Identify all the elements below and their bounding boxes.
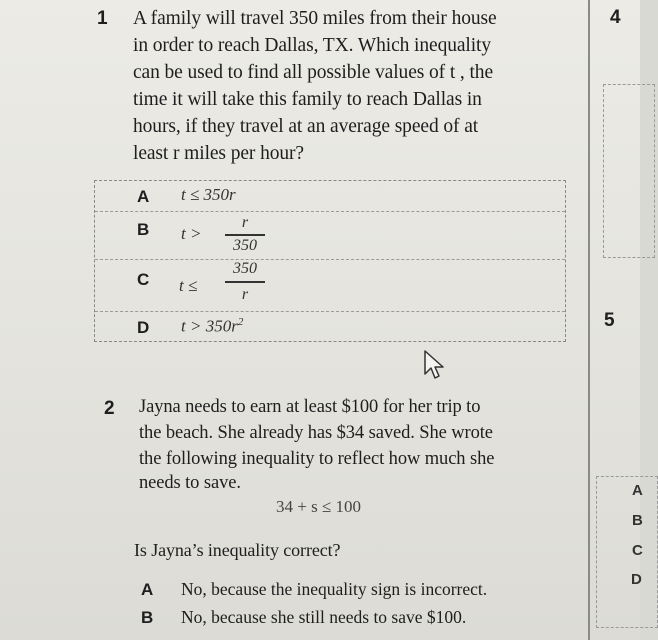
- edge-letter-b: B: [632, 512, 643, 529]
- question-2-inequality: 34 + s ≤ 100: [276, 497, 362, 516]
- choice-b-fraction-bar: [225, 234, 265, 236]
- choice-c-lhs: t ≤: [179, 276, 198, 295]
- question-1-choices: [94, 180, 566, 342]
- question-4-number: 4: [610, 7, 621, 28]
- choice-a-row[interactable]: [95, 181, 565, 211]
- q2-line-4: needs to save.: [139, 473, 241, 493]
- mouse-cursor-icon: [424, 350, 446, 382]
- q1-line-6: least r miles per hour?: [133, 143, 304, 164]
- choice-c-letter: C: [137, 270, 150, 289]
- q1-line-4: time it will take this family to reach Dallas in: [133, 89, 482, 110]
- choice-c-numerator: 350: [233, 260, 257, 277]
- choice-c-row[interactable]: [95, 259, 565, 312]
- q1-line-3: can be used to find all possible values of t , the: [133, 62, 493, 83]
- choice-b-denominator: 350: [233, 237, 257, 254]
- question-5-number: 5: [604, 310, 615, 331]
- q2-choice-a-text: No, because the inequality sign is incorrect.: [181, 579, 488, 599]
- choice-b-lhs: t >: [181, 224, 202, 243]
- column-divider: [588, 0, 590, 640]
- choice-c-denominator: r: [241, 286, 249, 303]
- choice-a-expression: t ≤ 350r: [181, 185, 236, 204]
- question-2-prompt: Is Jayna’s inequality correct?: [134, 540, 341, 560]
- q1-line-5: hours, if they travel at an average speed of at: [133, 116, 479, 137]
- choice-b-numerator: r: [241, 214, 249, 231]
- question-2-number: 2: [104, 398, 115, 419]
- q1-line-2: in order to reach Dallas, TX. Which inequality: [133, 35, 492, 56]
- edge-letter-a: A: [632, 482, 643, 499]
- choice-d-exponent: 2: [237, 316, 244, 328]
- question-1-number: 1: [97, 8, 108, 29]
- q2-line-3: the following inequality to reflect how much she: [139, 449, 495, 469]
- choice-c-fraction-bar: [225, 281, 265, 283]
- choice-a-letter: A: [137, 187, 150, 206]
- q2-line-2: the beach. She already has $34 saved. She wrote: [139, 423, 493, 443]
- edge-letter-d: D: [631, 571, 642, 588]
- q1-line-1: A family will travel 350 miles from their house: [133, 8, 497, 29]
- q2-choice-a-letter: A: [141, 580, 154, 599]
- right-choices-box-bottom: [596, 476, 658, 628]
- q2-choice-b-letter: B: [141, 608, 154, 627]
- edge-letter-c: C: [632, 542, 643, 559]
- choice-d-expression: $t > 350r^2$: [181, 316, 244, 336]
- choice-d-letter: D: [137, 318, 150, 337]
- right-choices-box-top: [603, 84, 655, 258]
- choice-d-row[interactable]: [95, 311, 565, 342]
- choice-b-letter: B: [137, 220, 150, 239]
- choice-b-row[interactable]: [95, 211, 565, 260]
- q2-choice-b-text: No, because she still needs to save $100.: [181, 607, 467, 627]
- q2-line-1: Jayna needs to earn at least $100 for her trip to: [139, 397, 481, 417]
